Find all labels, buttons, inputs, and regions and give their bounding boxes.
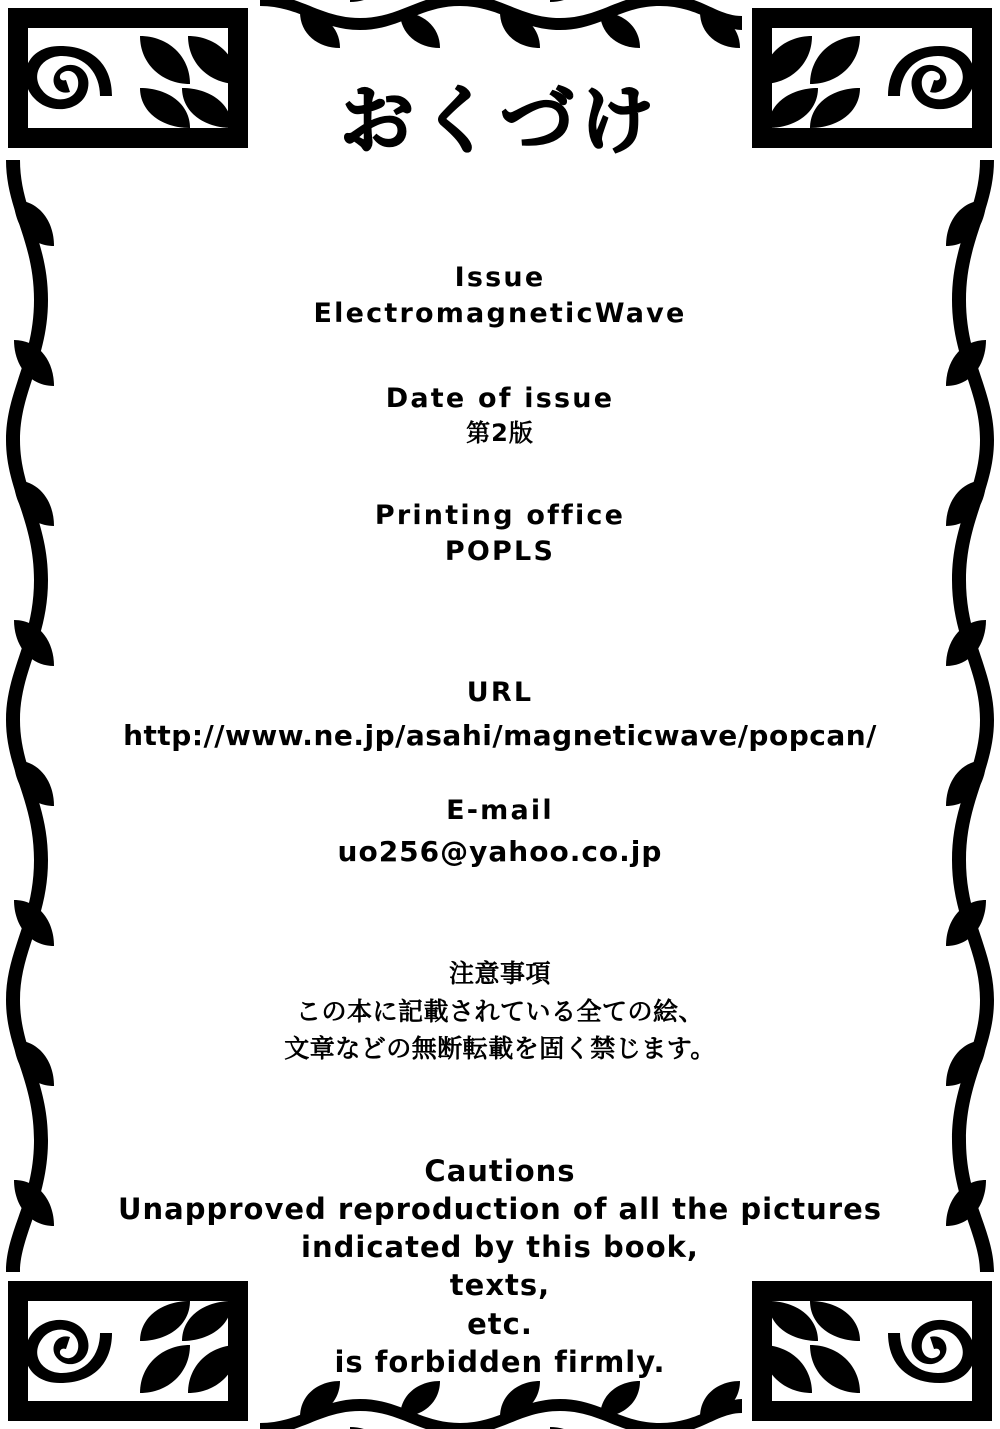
- notice-jp-line1: この本に記載されている全ての絵、: [295, 996, 704, 1026]
- cautions-block: [118, 1152, 882, 1382]
- cautions-line2: indicated by this book,: [301, 1230, 699, 1265]
- date-of-issue-block: [386, 381, 614, 450]
- issue-block: [314, 260, 687, 333]
- cautions-line5: is forbidden firmly.: [334, 1344, 666, 1379]
- page-title: おくづけ: [340, 78, 660, 164]
- url-block: [123, 675, 877, 755]
- cautions-line3: texts,: [449, 1268, 551, 1303]
- issue-value: ElectromagneticWave: [313, 298, 687, 330]
- email-block: [338, 793, 663, 871]
- notice-jp-block: [284, 955, 716, 1068]
- email-label: E-mail: [446, 794, 554, 826]
- cautions-line1: Unapproved reproduction of all the pictures: [117, 1191, 883, 1226]
- email-value[interactable]: uo256@yahoo.co.jp: [337, 835, 663, 869]
- printing-office-label: Printing office: [374, 499, 626, 531]
- printing-office-block: [375, 498, 625, 571]
- cautions-line4: etc.: [467, 1306, 533, 1341]
- notice-jp-line2: 文章などの無断転載を固く禁じます。: [284, 1034, 716, 1064]
- printing-office-value: POPLS: [444, 536, 556, 568]
- url-value[interactable]: http://www.ne.jp/asahi/magneticwave/popcan/: [123, 719, 877, 753]
- notice-jp-label: 注意事項: [448, 959, 551, 989]
- issue-label: Issue: [454, 262, 546, 293]
- cautions-label: Cautions: [424, 1153, 576, 1188]
- url-label: URL: [466, 676, 534, 708]
- date-of-issue-value: 第2版: [466, 419, 534, 448]
- date-of-issue-label: Date of issue: [385, 382, 615, 414]
